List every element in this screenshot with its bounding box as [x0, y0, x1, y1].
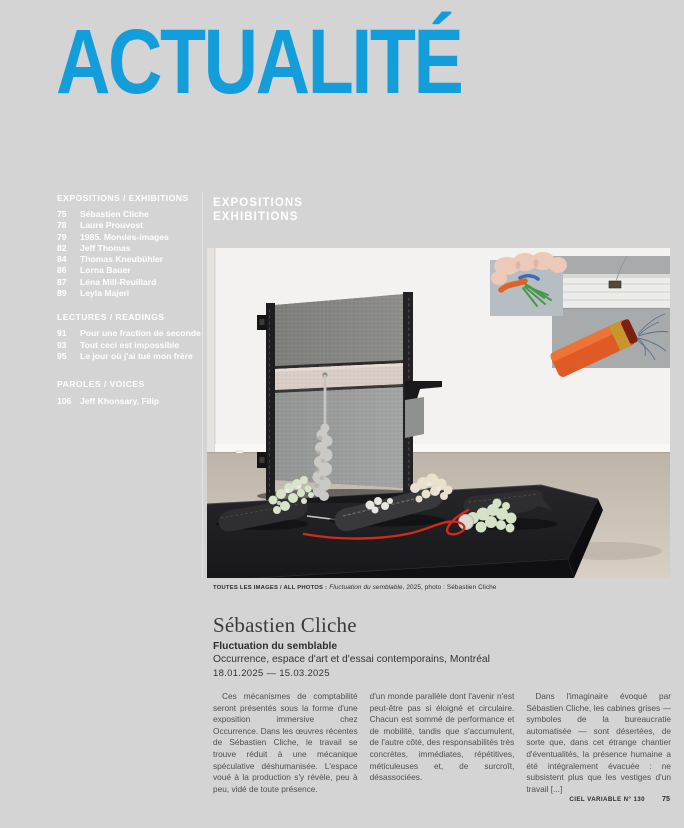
toc-entry: [57, 265, 205, 276]
column-divider: [202, 192, 203, 578]
exhibition-venue: Occurrence, espace d'art et d'essai contemporains, Montréal: [213, 654, 490, 665]
toc-entry-label: Pour une fraction de seconde: [80, 328, 201, 339]
toc-entry-label: Jeff Khonsary, Filip: [80, 396, 160, 407]
article-body: [213, 691, 671, 807]
exhibition-title: Fluctuation du semblable: [213, 641, 338, 652]
toc-page-number: 87: [57, 276, 67, 287]
toc-entry-label: Tout ceci est impossible: [80, 339, 180, 350]
toc-entry-label: Léna Mill-Reuillard: [80, 276, 157, 287]
toc-entry-label: Le jour où j'ai tué mon frère: [80, 350, 193, 361]
table-of-contents: [57, 193, 205, 408]
exhibition-dates: 18.01.2025 — 15.03.2025: [213, 668, 330, 679]
toc-section-lectures: [57, 312, 205, 362]
toc-page-number: 78: [57, 220, 67, 231]
toc-entry: [57, 328, 205, 339]
toc-entry: [57, 351, 205, 362]
page-title: ACTUALITÉ: [56, 11, 462, 113]
section-heading-fr: EXPOSITIONS: [213, 197, 304, 209]
toc-entry-label: Laure Prouvost: [80, 220, 144, 231]
section-heading: [213, 197, 303, 224]
toc-entry: [57, 243, 205, 254]
toc-entry-label: Lorna Bauer: [80, 265, 131, 276]
magazine-issue-label: CIEL VARIABLE N° 130: [569, 796, 645, 803]
installation-photo: [207, 248, 670, 578]
folio-page-number: 75: [662, 794, 670, 803]
toc-entry: [57, 254, 205, 265]
toc-entry-label: Leyla Majeri: [80, 288, 130, 299]
toc-page-number: 89: [57, 288, 67, 299]
toc-entry: [57, 396, 205, 407]
toc-page-number: 86: [57, 265, 67, 276]
body-column-1: Ces mécanismes de comptabilité seront présentés sous la forme d'une exposition immersive chez Occurrence. Dans les œuvres récentes de Sébastien Cliche, le travail se trouve réduit à une mécanique spéculative déshumanisée. L'espace voué à la production s'y révèle, peu à peu, vidé de toute présence.: [213, 691, 358, 794]
toc-heading: LECTURES / READINGS: [57, 312, 165, 323]
toc-page-number: 95: [57, 350, 67, 361]
toc-page-number: 106: [57, 396, 72, 407]
photo-caption: [213, 584, 496, 591]
body-column-2: d'un monde parallèle dont l'avenir n'est peut-être pas si éloigné et circulaire. Chacun est sommé de performance et de mobilité, tandis que s'accumulent, de l'autre côté, des responsabilités très concrètes, immédiates, répétitives, méticuleuses et, de surcroît, désassociées.: [369, 691, 515, 783]
rail-plug: [609, 281, 621, 288]
toc-page-number: 91: [57, 328, 67, 339]
caption-credit-suffix: , 2025, photo : Sébastien Cliche: [402, 584, 497, 591]
toc-entry: [57, 340, 205, 351]
toc-section-expositions: [57, 193, 205, 299]
toc-page-number: 82: [57, 242, 67, 253]
article-header: [213, 613, 490, 679]
toc-page-number: 84: [57, 254, 67, 265]
toc-entry-label: 1985. Mondes-images: [80, 231, 169, 242]
toc-page-number: 75: [57, 209, 67, 219]
toc-entry: [57, 277, 205, 288]
page-footer: [213, 794, 670, 803]
toc-entry: [57, 209, 205, 220]
artist-name: Sébastien Cliche: [213, 613, 357, 637]
toc-section-paroles: [57, 379, 205, 407]
toc-entry-label: Jeff Thomas: [80, 242, 131, 253]
inset-photo-flare: [549, 256, 670, 379]
toc-entry-label: Thomas Kneubühler: [80, 254, 164, 265]
toc-entry: [57, 220, 205, 231]
body-column-3: Dans l'imaginaire évoqué par Sébastien Cliche, les cabines grises — symboles de la bureaucratie automatisée — sont désertées, de sorte que, dans cet étrange chantier d'éventualités, la présence humaine a été intégralement évacuée : ne subsistent plus que les vestiges d'un travail [...]: [526, 691, 671, 794]
toc-heading: EXPOSITIONS / EXHIBITIONS: [57, 193, 189, 203]
caption-work-title: Fluctuation du semblable: [329, 584, 403, 591]
toc-entry: [57, 288, 205, 299]
toc-entry-label: Sébastien Cliche: [80, 209, 149, 219]
inset-photo-hands: [490, 252, 567, 316]
toc-entry: [57, 232, 205, 243]
toc-page-number: 93: [57, 339, 67, 350]
section-heading-en: EXHIBITIONS: [213, 210, 299, 223]
toc-heading: PAROLES / VOICES: [57, 379, 145, 390]
caption-credit-prefix: TOUTES LES IMAGES / ALL PHOTOS :: [213, 585, 328, 591]
toc-page-number: 79: [57, 231, 67, 242]
